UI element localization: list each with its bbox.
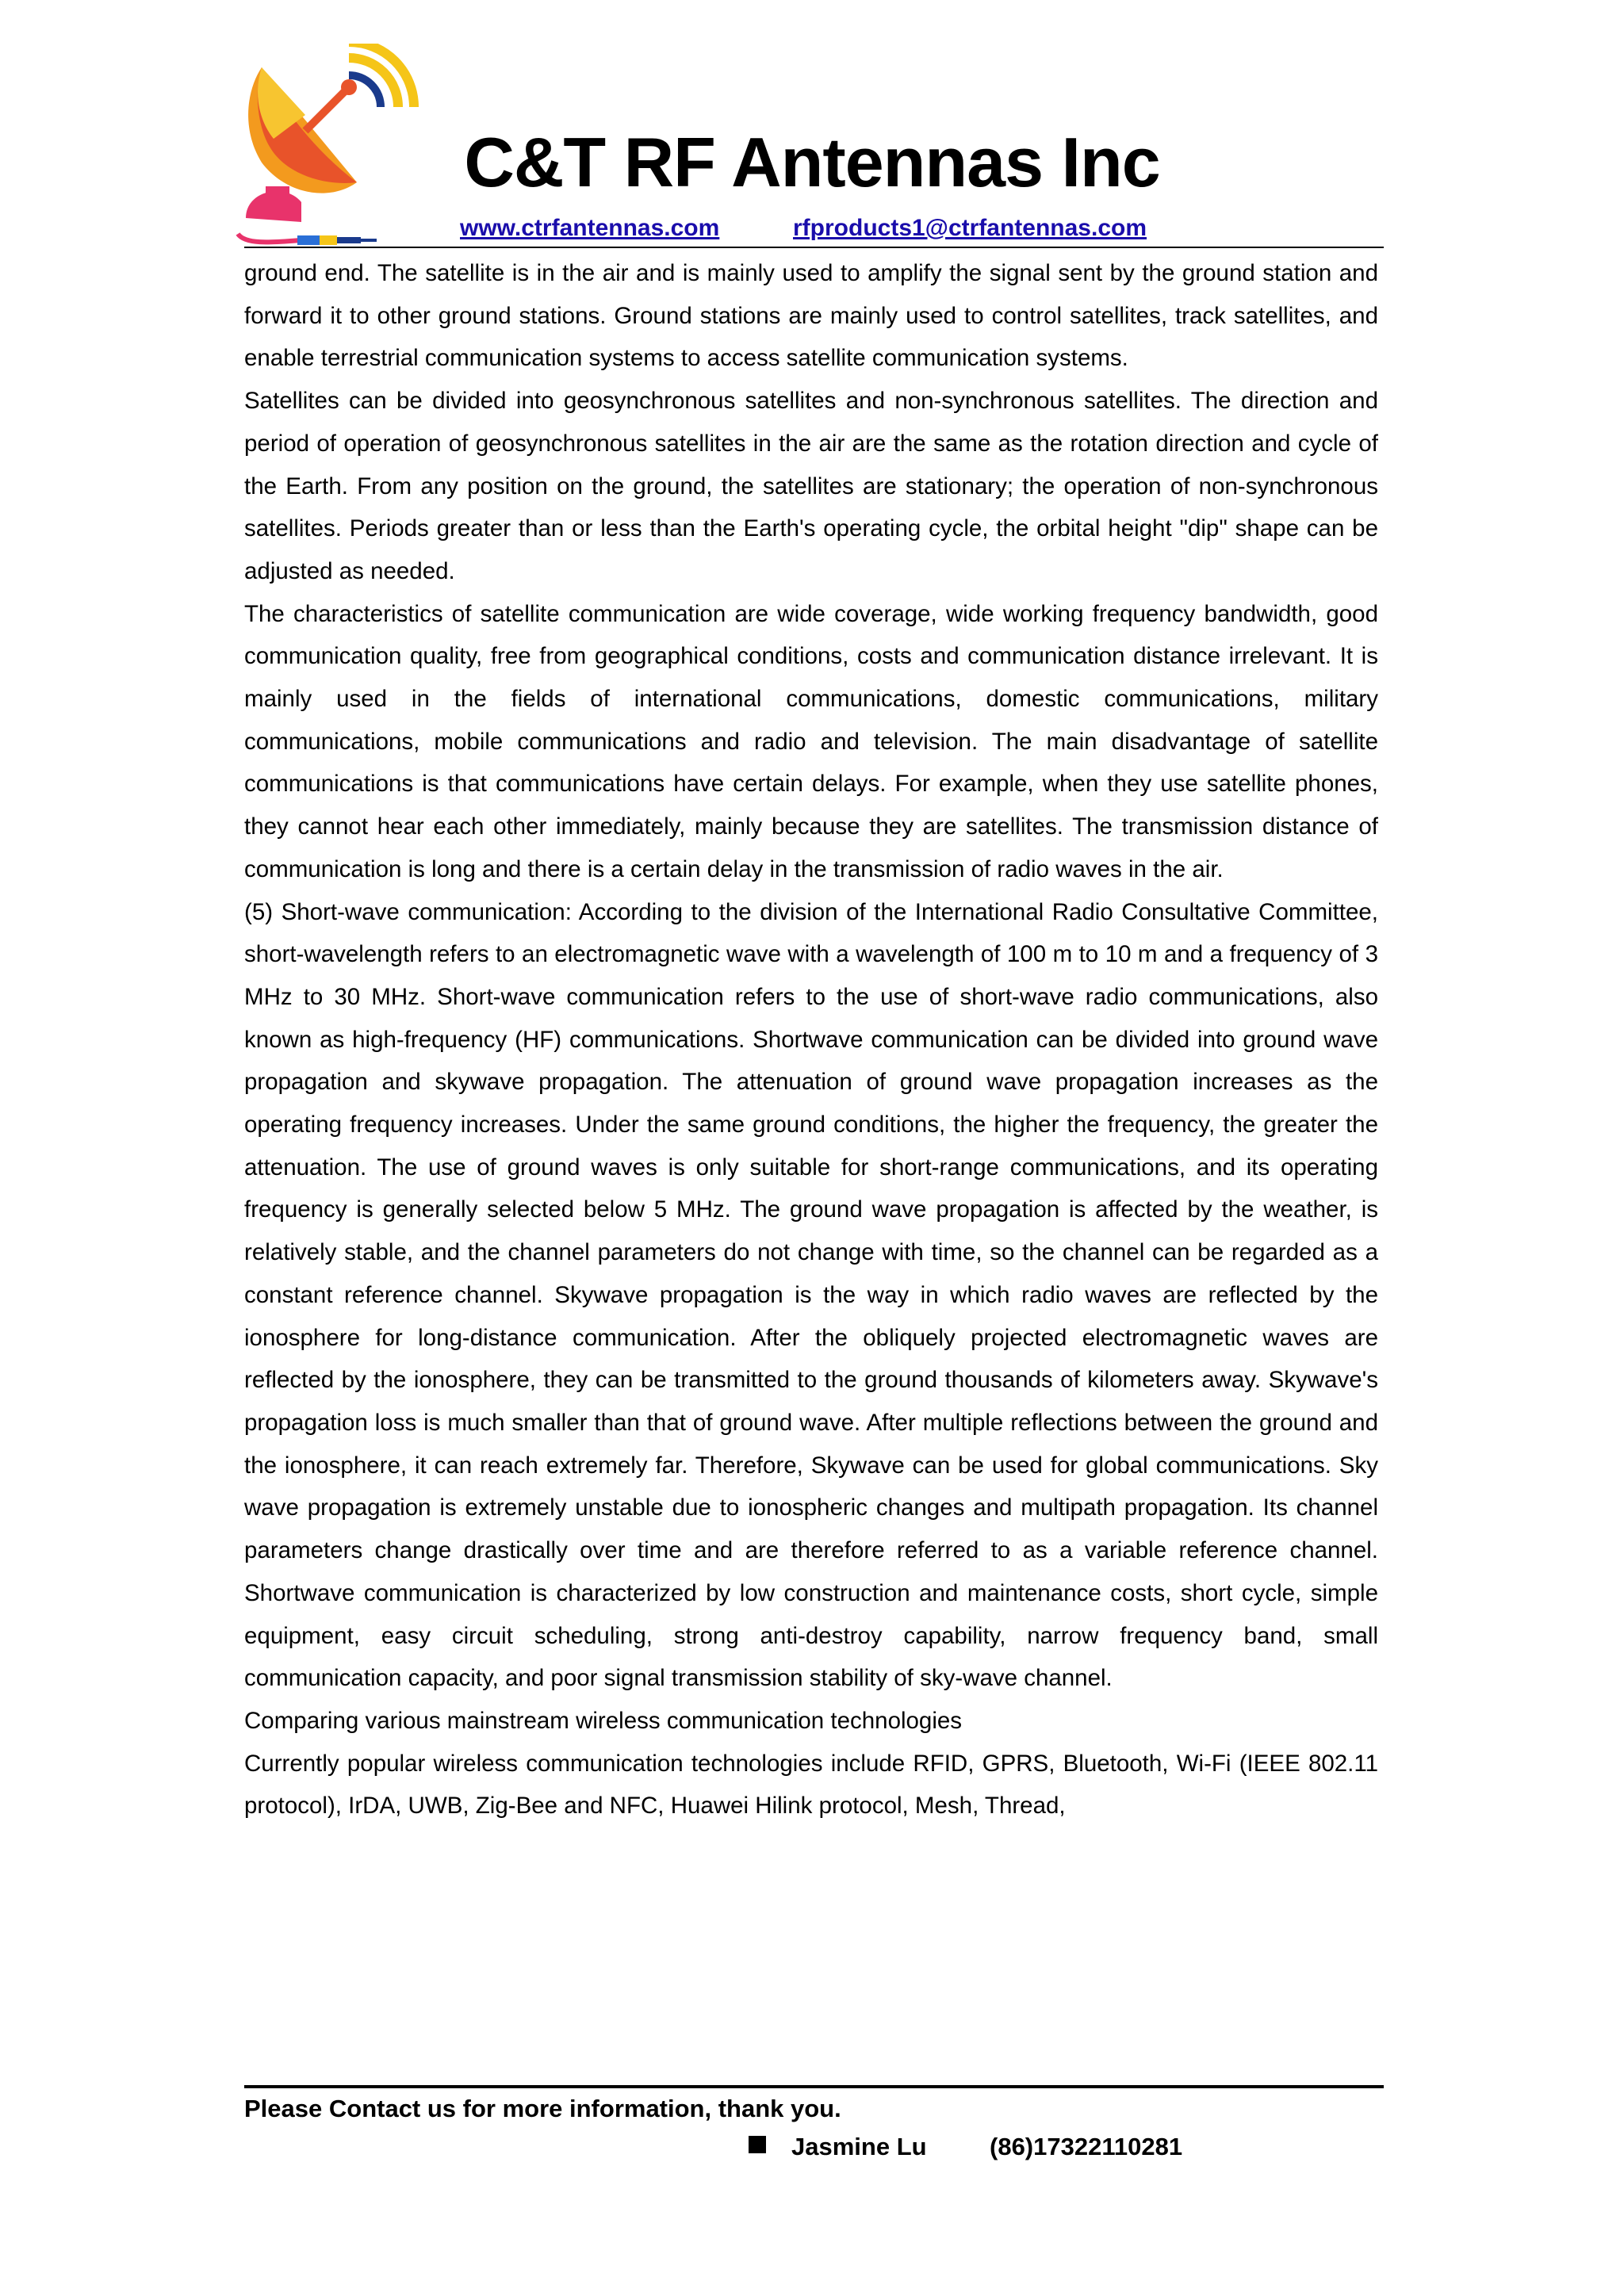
paragraph: The characteristics of satellite communication are wide coverage, wide working frequency bandwidth, good communication quality, free from geographical conditions, costs and communication distance irrelevant. It is mainly used in the fields of international communications, domestic communications, military communications, mobile communications and radio and television. The main disadvantage of satellite communications is that communications have certain delays. For example, when they use satellite phones, they cannot hear each other immediately, mainly because they are satellites. The transmission distance of communication is long and there is a certain delay in the transmission of radio waves in the air. bbox=[244, 600, 1378, 882]
footer-divider bbox=[244, 2085, 1384, 2088]
paragraph: Comparing various mainstream wireless communication technologies bbox=[244, 1707, 963, 1734]
paragraph: (5) Short-wave communication: According to the division of the International Radio Consultative Committee, short-wavelength refers to an electromagnetic wave with a wavelength of 100 m to 10 m and a frequency of 3 MHz to 30 MHz. Short-wave communication refers to the use of short-wave radio communications, also known as high-frequency (HF) communications. Shortwave communication can be divided into ground wave propagation and skywave propagation. The attenuation of ground wave propagation increases as the operating frequency increases. Under the same ground conditions, the higher the frequency, the greater the attenuation. The use of ground waves is only suitable for short-range communications, and its operating frequency is generally selected below 5 MHz. The ground wave propagation is affected by the weather, is relatively stable, and the channel parameters do not change with time, so the channel can be regarded as a constant reference channel. Skywave propagation is the way in which radio waves are reflected by the ionosphere for long-distance communication. After the obliquely projected electromagnetic waves are reflected by the ionosphere, they can be transmitted to the ground thousands of kilometers away. Skywave's propagation loss is much smaller than that of ground wave. After multiple reflections between the ground and the ionosphere, it can reach extremely far. Therefore, Skywave can be used for global communications. Sky wave propagation is extremely unstable due to ionospheric changes and multipath propagation. Its channel parameters change drastically over time and are therefore referred to as a variable reference channel. Shortwave communication is characterized by low construction and maintenance costs, short cycle, simple equipment, easy circuit scheduling, strong anti-destroy capability, narrow frequency band, small communication capacity, and poor signal transmission stability of sky-wave channel. bbox=[244, 898, 1378, 1692]
document-body bbox=[244, 252, 1378, 1827]
square-bullet-icon bbox=[749, 2136, 766, 2153]
footer-note: Please Contact us for more information, thank you. bbox=[244, 2095, 841, 2122]
header-divider bbox=[244, 247, 1384, 248]
paragraph: Satellites can be divided into geosynchronous satellites and non-synchronous satellites. The direction and period of operation of geosynchronous satellites in the air are the same as the rotation direction and cycle of the Earth. From any position on the ground, the satellites are stationary; the operation of non-synchronous satellites. Periods greater than or less than the Earth's operating cycle, the orbital height "dip" shape can be adjusted as needed. bbox=[244, 388, 1378, 584]
company-name bbox=[0, 119, 1624, 206]
contact-name: Jasmine Lu bbox=[791, 2133, 927, 2160]
company-name-text: C&T RF Antennas Inc bbox=[464, 123, 1160, 201]
contact-line bbox=[749, 2130, 1182, 2164]
contact-phone: (86)17322110281 bbox=[990, 2133, 1183, 2160]
paragraph: ground end. The satellite is in the air and is mainly used to amplify the signal sent by the ground station and forward it to other ground stations. Ground stations are mainly used to control satellites, track satellites, and enable terrestrial communication systems to access satellite communication systems. bbox=[244, 260, 1378, 372]
email-link[interactable]: rfproducts1@ctrfantennas.com bbox=[793, 215, 1147, 241]
paragraph: Currently popular wireless communication technologies include RFID, GPRS, Bluetooth, Wi-Fi (IEEE 802.11 protocol), IrDA, UWB, Zig-Bee and NFC, Huawei Hilink protocol, Mesh, Thread, bbox=[244, 1750, 1378, 1820]
website-link[interactable]: www.ctrfantennas.com bbox=[460, 215, 720, 241]
